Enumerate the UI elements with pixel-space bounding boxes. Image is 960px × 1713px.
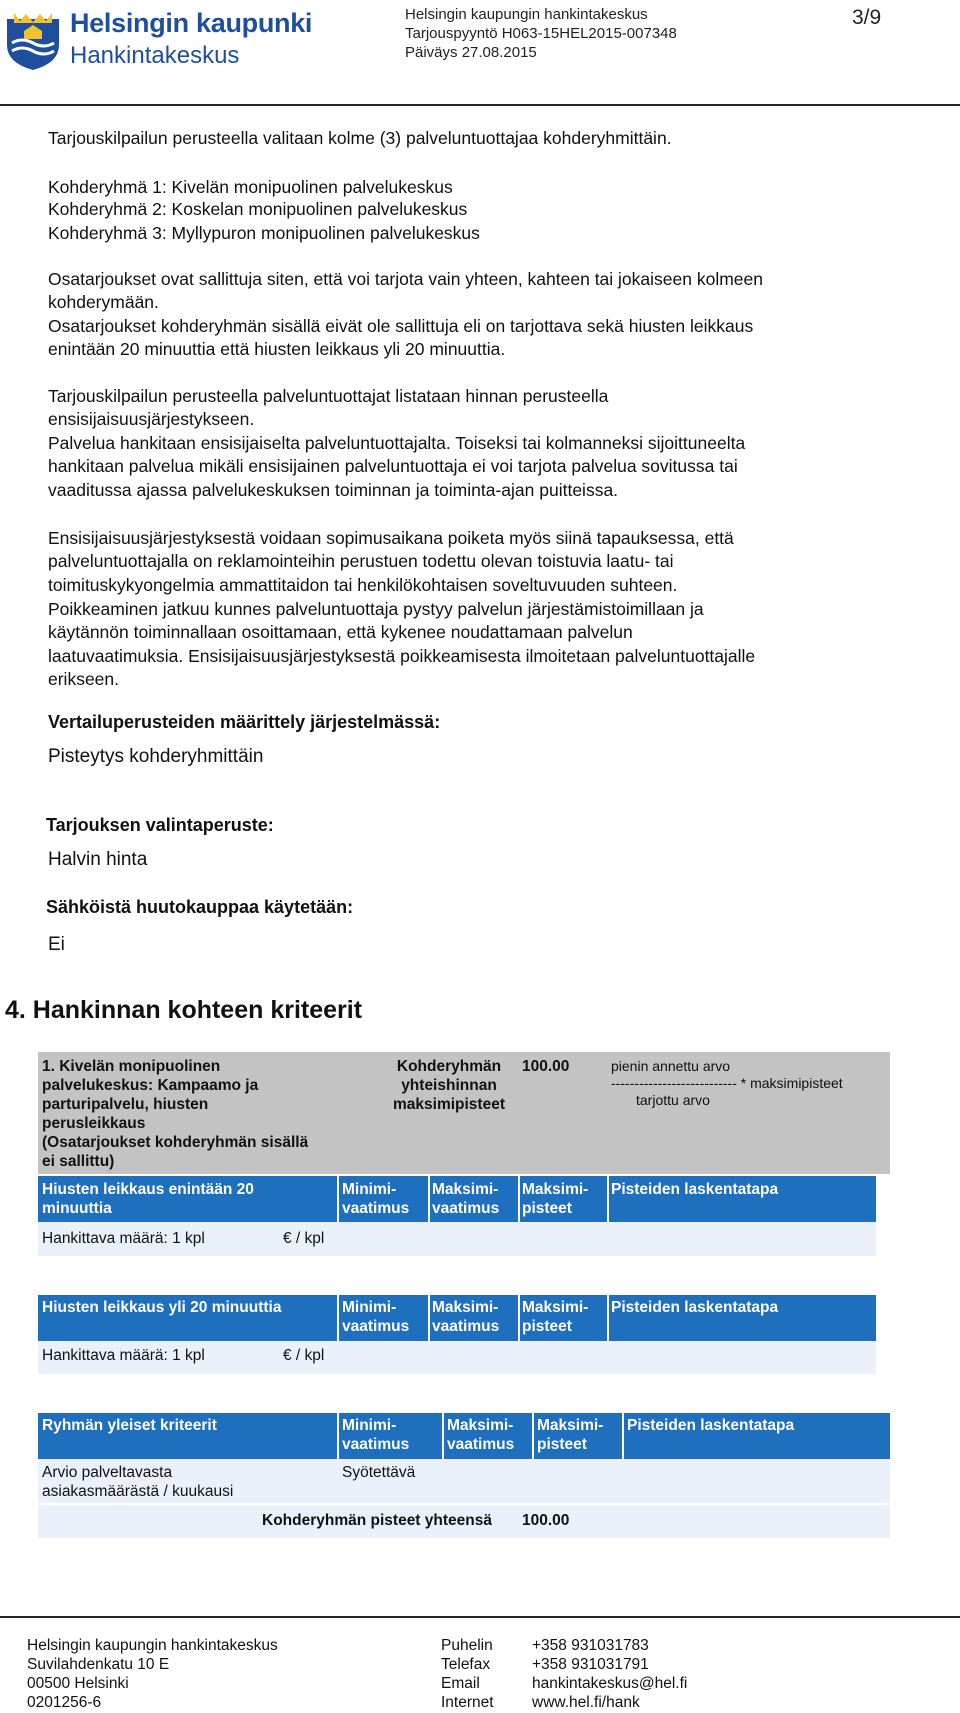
paragraph-ranking-line: ensisijaisuusjärjestykseen. bbox=[48, 409, 255, 429]
paragraph-deviation-line: toimituskykyongelmia ammattitaidon tai henkilökohtaisen soveltuvuuden suhteen. bbox=[48, 575, 678, 595]
item-1-quantity: Hankittava määrä: 1 kpl bbox=[42, 1230, 205, 1247]
group-total-value: 100.00 bbox=[522, 1512, 570, 1529]
formula-numerator: pienin annettu arvo bbox=[611, 1058, 731, 1074]
value-electronic-auction: Ei bbox=[48, 934, 65, 955]
formula-fraction-line: --------------------------- * maksimipisteet bbox=[611, 1075, 843, 1091]
col-max-requirement: Maksimi- bbox=[447, 1417, 514, 1434]
column-separator bbox=[428, 1295, 430, 1341]
column-separator bbox=[337, 1176, 339, 1222]
paragraph-deviation-line: erikseen. bbox=[48, 669, 120, 689]
footer-email-label: Email bbox=[441, 1675, 480, 1692]
group-max-points-label: Kohderyhmän bbox=[396, 1058, 502, 1075]
footer-fax: +358 931031791 bbox=[532, 1656, 649, 1673]
col-max-points: Maksimi- bbox=[522, 1181, 589, 1198]
item-2-title: Hiusten leikkaus yli 20 minuuttia bbox=[42, 1299, 282, 1316]
col-max-points: Maksimi- bbox=[522, 1299, 589, 1316]
col-scoring-method: Pisteiden laskentatapa bbox=[611, 1299, 779, 1316]
paragraph-deviation-line: palveluntuottajalla on reklamointeihin perustuen todettu olevan toistuvia laatu- tai bbox=[48, 551, 674, 571]
col-min-requirement: Minimi- bbox=[342, 1417, 397, 1434]
footer-fax-label: Telefax bbox=[441, 1656, 491, 1673]
heading-selection-basis: Tarjouksen valintaperuste: bbox=[46, 815, 274, 835]
column-separator bbox=[428, 1176, 430, 1222]
group-total-label: Kohderyhmän pisteet yhteensä bbox=[262, 1512, 492, 1529]
paragraph-ranking-line: Palvelua hankitaan ensisijaiselta palveluntuottajalta. Toiseksi tai kolmanneksi sijoittuneelta bbox=[48, 433, 746, 453]
item-1-unit: € / kpl bbox=[283, 1230, 325, 1247]
col-max-points: Maksimi- bbox=[537, 1417, 604, 1434]
col-max-points: pisteet bbox=[537, 1436, 587, 1453]
general-criteria-label: asiakasmäärästä / kuukausi bbox=[42, 1483, 234, 1500]
col-min-requirement: vaatimus bbox=[342, 1318, 410, 1335]
footer-website-link[interactable]: www.hel.fi/hank bbox=[532, 1694, 640, 1711]
column-separator bbox=[337, 1413, 339, 1459]
header-divider bbox=[0, 104, 960, 106]
col-max-requirement: vaatimus bbox=[447, 1436, 515, 1453]
paragraph-partial-offers-line: kohderymään. bbox=[48, 292, 159, 312]
helsinki-logo bbox=[4, 6, 313, 72]
heading-comparison-criteria: Vertailuperusteiden määrittely järjestelmässä: bbox=[48, 712, 441, 732]
paragraph-partial-offers-line: Osatarjoukset kohderyhmän sisällä eivät ole sallittuja eli on tarjottava sekä hiusten leikkaus bbox=[48, 316, 754, 336]
paragraph-deviation-line: Ensisijaisuusjärjestyksestä voidaan sopimusaikana poiketa myös siinä tapauksessa, että bbox=[48, 528, 734, 548]
col-min-requirement: vaatimus bbox=[342, 1436, 410, 1453]
item-2-quantity: Hankittava määrä: 1 kpl bbox=[42, 1347, 205, 1364]
general-criteria-title: Ryhmän yleiset kriteerit bbox=[42, 1417, 217, 1434]
value-comparison-criteria: Pisteytys kohderyhmittäin bbox=[48, 746, 264, 767]
col-max-requirement: Maksimi- bbox=[432, 1181, 499, 1198]
page-number: 3/9 bbox=[852, 6, 882, 29]
logo-title: Helsingin kaupunki bbox=[70, 8, 313, 38]
group-title-line: 1. Kivelän monipuolinen bbox=[42, 1058, 221, 1075]
item-1-title: minuuttia bbox=[42, 1200, 112, 1217]
col-min-requirement: vaatimus bbox=[342, 1200, 410, 1217]
target-group-3: Kohderyhmä 3: Myllypuron monipuolinen palvelukeskus bbox=[48, 223, 480, 243]
paragraph-deviation-line: laatuvaatimuksia. Ensisijaisuusjärjestyksestä poikkeamisesta ilmoitetaan palveluntuottajalle bbox=[48, 646, 756, 666]
column-separator bbox=[442, 1413, 444, 1459]
target-group-2: Kohderyhmä 2: Koskelan monipuolinen palvelukeskus bbox=[48, 199, 468, 219]
col-max-requirement: vaatimus bbox=[432, 1318, 500, 1335]
col-max-points: pisteet bbox=[522, 1200, 572, 1217]
footer-city: 00500 Helsinki bbox=[27, 1675, 129, 1692]
column-separator bbox=[532, 1413, 534, 1459]
header-reference: Tarjouspyyntö H063-15HEL2015-007348 bbox=[405, 25, 677, 42]
footer-email-link[interactable]: hankintakeskus@hel.fi bbox=[532, 1675, 688, 1692]
paragraph-deviation-line: Poikkeaminen jatkuu kunnes palveluntuottaja pystyy palvelun järjestämistoimillaan ja bbox=[48, 599, 704, 619]
paragraph-deviation-line: käytännön toiminnallaan osoittamaan, että kykenee noudattamaan palvelun bbox=[48, 622, 633, 642]
col-max-requirement: Maksimi- bbox=[432, 1299, 499, 1316]
col-max-requirement: vaatimus bbox=[432, 1200, 500, 1217]
item-2-unit: € / kpl bbox=[283, 1347, 325, 1364]
paragraph-ranking-line: Tarjouskilpailun perusteella palveluntuottajat listataan hinnan perusteella bbox=[48, 386, 609, 406]
logo-subtitle: Hankintakeskus bbox=[70, 42, 240, 69]
target-group-1: Kohderyhmä 1: Kivelän monipuolinen palvelukeskus bbox=[48, 177, 453, 197]
col-scoring-method: Pisteiden laskentatapa bbox=[627, 1417, 795, 1434]
col-min-requirement: Minimi- bbox=[342, 1181, 397, 1198]
group-title-line: (Osatarjoukset kohderyhmän sisällä bbox=[42, 1134, 309, 1151]
paragraph-selection: Tarjouskilpailun perusteella valitaan kolme (3) palveluntuottajaa kohderyhmittäin. bbox=[48, 128, 672, 148]
formula-denominator: tarjottu arvo bbox=[636, 1092, 710, 1108]
col-max-points: pisteet bbox=[522, 1318, 572, 1335]
group-max-points-value: 100.00 bbox=[522, 1058, 570, 1075]
item-1-title: Hiusten leikkaus enintään 20 bbox=[42, 1181, 254, 1198]
header-date: Päiväys 27.08.2015 bbox=[405, 44, 537, 61]
group-title-line: palvelukeskus: Kampaamo ja bbox=[42, 1077, 259, 1094]
group-max-points-label: maksimipisteet bbox=[393, 1096, 505, 1113]
header-organization: Helsingin kaupungin hankintakeskus bbox=[405, 6, 648, 23]
paragraph-partial-offers-line: enintään 20 minuuttia että hiusten leikkaus yli 20 minuuttia. bbox=[48, 339, 506, 359]
col-scoring-method: Pisteiden laskentatapa bbox=[611, 1181, 779, 1198]
group-max-points-label: yhteishinnan bbox=[401, 1077, 497, 1094]
column-separator bbox=[337, 1295, 339, 1341]
paragraph-partial-offers-line: Osatarjoukset ovat sallittuja siten, että voi tarjota vain yhteen, kahteen tai jokaiseen kolmeen bbox=[48, 269, 763, 289]
paragraph-ranking-line: vaaditussa ajassa palvelukeskuksen toiminnan ja toiminta-ajan puitteissa. bbox=[48, 480, 619, 500]
group-title-line: parturipalvelu, hiusten bbox=[42, 1096, 209, 1113]
column-separator bbox=[518, 1176, 520, 1222]
heading-electronic-auction: Sähköistä huutokauppaa käytetään: bbox=[46, 897, 354, 917]
footer-organization: Helsingin kaupungin hankintakeskus bbox=[27, 1637, 278, 1654]
footer-phone-label: Puhelin bbox=[441, 1637, 493, 1654]
section-title: 4. Hankinnan kohteen kriteerit bbox=[5, 996, 363, 1024]
column-separator bbox=[607, 1176, 609, 1222]
col-min-requirement: Minimi- bbox=[342, 1299, 397, 1316]
footer-phone: +358 931031783 bbox=[532, 1637, 649, 1654]
value-selection-basis: Halvin hinta bbox=[48, 849, 148, 870]
group-title-line: perusleikkaus bbox=[42, 1115, 146, 1132]
footer-internet-label: Internet bbox=[441, 1694, 494, 1711]
general-criteria-value: Syötettävä bbox=[342, 1464, 416, 1481]
column-separator bbox=[607, 1295, 609, 1341]
column-separator bbox=[622, 1413, 624, 1459]
footer-divider bbox=[0, 1616, 960, 1618]
helsinki-crest-icon bbox=[4, 9, 62, 71]
column-separator bbox=[518, 1295, 520, 1341]
group-title-line: ei sallittu) bbox=[42, 1153, 115, 1170]
paragraph-ranking-line: hankitaan palvelua mikäli ensisijainen palveluntuottaja ei voi tarjota palvelua sovitussa tai bbox=[48, 456, 738, 476]
footer-business-id: 0201256-6 bbox=[27, 1694, 102, 1711]
footer-street: Suvilahdenkatu 10 E bbox=[27, 1656, 170, 1673]
general-criteria-label: Arvio palveltavasta bbox=[42, 1464, 173, 1481]
